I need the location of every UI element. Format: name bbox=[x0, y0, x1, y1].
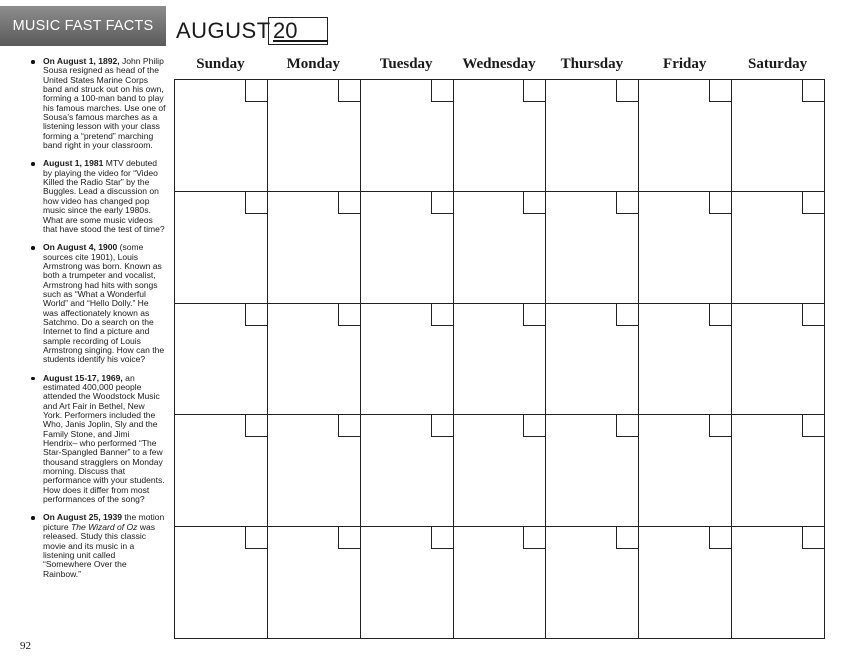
day-cell[interactable] bbox=[454, 527, 547, 639]
date-number-box[interactable] bbox=[245, 304, 267, 326]
day-cell[interactable] bbox=[268, 192, 361, 304]
day-cell[interactable] bbox=[732, 80, 825, 192]
fact-item bbox=[28, 374, 166, 505]
date-number-box[interactable] bbox=[523, 80, 545, 102]
date-number-box[interactable] bbox=[802, 415, 824, 437]
day-cell[interactable] bbox=[361, 192, 454, 304]
date-number-box[interactable] bbox=[709, 415, 731, 437]
fact-date: On August 4, 1900 bbox=[43, 242, 118, 253]
day-cell[interactable] bbox=[546, 527, 639, 639]
date-number-box[interactable] bbox=[245, 415, 267, 437]
day-cell[interactable] bbox=[175, 192, 268, 304]
date-number-box[interactable] bbox=[616, 304, 638, 326]
day-cell[interactable] bbox=[268, 527, 361, 639]
weekday-tuesday: Tuesday bbox=[379, 56, 433, 72]
date-number-box[interactable] bbox=[431, 415, 453, 437]
day-cell[interactable] bbox=[732, 192, 825, 304]
weekday-thursday: Thursday bbox=[560, 56, 624, 72]
day-cell[interactable] bbox=[454, 192, 547, 304]
page-number: 92 bbox=[20, 640, 31, 652]
date-number-box[interactable] bbox=[523, 415, 545, 437]
day-cell[interactable] bbox=[639, 192, 732, 304]
date-number-box[interactable] bbox=[338, 415, 360, 437]
weekday-header bbox=[174, 56, 824, 78]
month-title: AUGUST bbox=[176, 18, 271, 43]
fact-date: On August 25, 1939 bbox=[43, 512, 123, 523]
year-field bbox=[268, 17, 328, 45]
date-number-box[interactable] bbox=[338, 527, 360, 549]
day-cell[interactable] bbox=[175, 80, 268, 192]
day-cell[interactable] bbox=[361, 80, 454, 192]
date-number-box[interactable] bbox=[431, 527, 453, 549]
weekday-saturday: Saturday bbox=[747, 56, 808, 72]
year-blank bbox=[297, 18, 328, 43]
day-cell[interactable] bbox=[175, 415, 268, 527]
fact-item bbox=[28, 513, 166, 578]
movie-title: The Wizard of Oz bbox=[71, 521, 138, 532]
day-cell[interactable] bbox=[546, 415, 639, 527]
year-prefix: 20 bbox=[273, 18, 298, 43]
date-number-box[interactable] bbox=[431, 304, 453, 326]
date-number-box[interactable] bbox=[616, 192, 638, 214]
day-cell[interactable] bbox=[732, 527, 825, 639]
date-number-box[interactable] bbox=[431, 80, 453, 102]
day-cell[interactable] bbox=[175, 304, 268, 416]
fact-item bbox=[28, 159, 166, 234]
date-number-box[interactable] bbox=[616, 80, 638, 102]
day-cell[interactable] bbox=[268, 80, 361, 192]
fact-text: MTV debuted by playing the video for “Video Killed the Radio Star” by the Buggles. Lead a discussion on how video has changed pop music since the early 1980s. What are some music videos that have stood the test of time? bbox=[43, 158, 165, 234]
date-number-box[interactable] bbox=[709, 304, 731, 326]
weekday-wednesday: Wednesday bbox=[462, 56, 536, 72]
date-number-box[interactable] bbox=[245, 527, 267, 549]
date-number-box[interactable] bbox=[709, 192, 731, 214]
date-number-box[interactable] bbox=[338, 304, 360, 326]
day-cell[interactable] bbox=[639, 80, 732, 192]
date-number-box[interactable] bbox=[245, 80, 267, 102]
date-number-box[interactable] bbox=[709, 527, 731, 549]
day-cell[interactable] bbox=[454, 304, 547, 416]
date-number-box[interactable] bbox=[802, 192, 824, 214]
calendar-grid bbox=[174, 79, 825, 639]
date-number-box[interactable] bbox=[523, 192, 545, 214]
fact-text: John Philip Sousa resigned as head of the United States Marine Corps band and struck out on his own, forming a 100-man band to play his famous marches. Use one of Sousa’s famous marches as a listening lesson with your class forming a “pretend” marching band right in your classroom. bbox=[43, 56, 166, 151]
day-cell[interactable] bbox=[361, 304, 454, 416]
weekday-friday: Friday bbox=[663, 56, 707, 72]
day-cell[interactable] bbox=[639, 415, 732, 527]
day-cell[interactable] bbox=[732, 415, 825, 527]
date-number-box[interactable] bbox=[523, 304, 545, 326]
fact-date: August 1, 1981 bbox=[43, 158, 104, 169]
weekday-monday: Monday bbox=[286, 56, 340, 72]
section-banner: MUSIC FAST FACTS bbox=[0, 6, 166, 46]
day-cell[interactable] bbox=[361, 527, 454, 639]
date-number-box[interactable] bbox=[616, 527, 638, 549]
fact-item bbox=[28, 243, 166, 364]
day-cell[interactable] bbox=[454, 80, 547, 192]
day-cell[interactable] bbox=[732, 304, 825, 416]
day-cell[interactable] bbox=[639, 527, 732, 639]
date-number-box[interactable] bbox=[616, 415, 638, 437]
day-cell[interactable] bbox=[546, 80, 639, 192]
fast-facts-list bbox=[28, 57, 166, 588]
fact-date-text bbox=[43, 56, 166, 150]
day-cell[interactable] bbox=[546, 192, 639, 304]
day-cell[interactable] bbox=[361, 415, 454, 527]
date-number-box[interactable] bbox=[802, 527, 824, 549]
day-cell[interactable] bbox=[454, 415, 547, 527]
weekday-sunday: Sunday bbox=[196, 56, 245, 72]
date-number-box[interactable] bbox=[338, 80, 360, 102]
fact-text: an estimated 400,000 people attended the Woodstock Music and Art Fair in Bethel, New York. Performers included the Who, Janis Joplin, Sly and the Family Stone, and Jimi Hendrix– who performed “The Star-Spangled Banner” to a few thousand stragglers on Monday morning. Discuss that performance with your students. How does it differ from most performances of the song? bbox=[43, 372, 165, 505]
fact-date: On August 1, 1892, bbox=[43, 56, 120, 66]
date-number-box[interactable] bbox=[802, 304, 824, 326]
fact-text: the motion picture The Wizard of Oz was released. Study this classic movie and its music in a listening unit called “Somewhere Over the Rainbow.” bbox=[43, 512, 165, 579]
date-number-box[interactable] bbox=[802, 80, 824, 102]
day-cell[interactable] bbox=[639, 304, 732, 416]
fact-item bbox=[28, 57, 166, 150]
day-cell[interactable] bbox=[268, 415, 361, 527]
date-number-box[interactable] bbox=[245, 192, 267, 214]
date-number-box[interactable] bbox=[709, 80, 731, 102]
day-cell[interactable] bbox=[268, 304, 361, 416]
fact-text: (some sources cite 1901), Louis Armstrong was born. Known as both a trumpeter and vocalist, Armstrong had hits with songs such as “What a Wonderful World” and “Hello Dolly.” He was affectionately known as Satchmo. Do a search on the Internet to find a picture and sample recording of Louis Armstrong singing. How can the students identify his voice? bbox=[43, 242, 165, 365]
date-number-box[interactable] bbox=[338, 192, 360, 214]
day-cell[interactable] bbox=[546, 304, 639, 416]
day-cell[interactable] bbox=[175, 527, 268, 639]
date-number-box[interactable] bbox=[431, 192, 453, 214]
fact-date: August 15-17, 1969, bbox=[43, 372, 123, 383]
date-number-box[interactable] bbox=[523, 527, 545, 549]
